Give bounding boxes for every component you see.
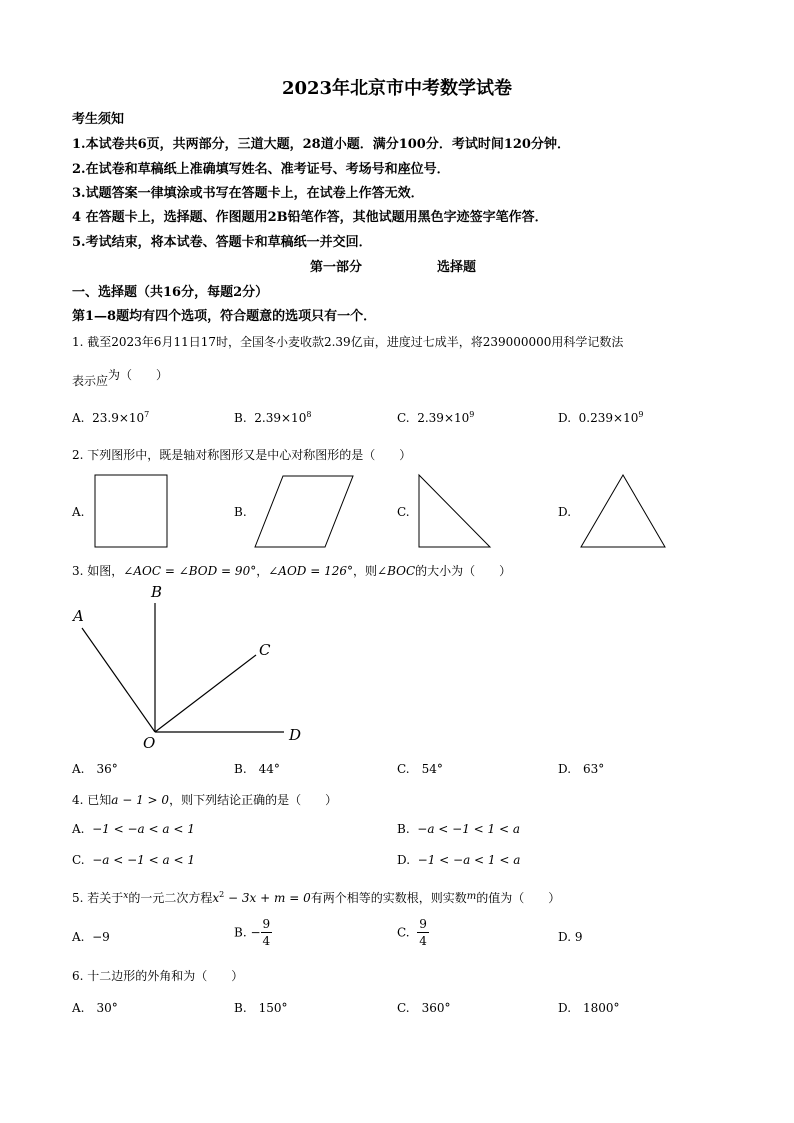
fraction: $\frac{9}{4}$ [419,917,427,948]
q5-stem: 5. 若关于$^x$的一元二次方程$x^2 - 3x + m = 0$有两个相等的实数根，则实数$^m$的值为（ ） [72,890,561,905]
q4-option-c[interactable]: C. −a < −1 < a < 1 [72,853,195,867]
q4-option-a[interactable]: A. −1 < −a < a < 1 [72,822,195,836]
q2-option-d-label[interactable]: D. [558,505,572,519]
q5-option-b[interactable]: B. − $\frac{9}{4}$ [234,917,271,948]
q4-stem: 4. 已知a − 1 > 0，则下列结论正确的是（ ） [72,793,338,807]
q1-stem: 1. 截至2023年6月11日17时，全国冬小麦收款2.39亿亩，进度过七成半，将239000000用科学记数法 [72,335,624,349]
q1-option-b[interactable]: B. $2.39\times 10^8$ [234,410,312,425]
q6-option-a[interactable]: A. 30° [72,1001,118,1015]
q5-option-c[interactable]: C. $\frac{9}{4}$ [397,917,427,948]
q2-option-b-label[interactable]: B. [234,505,247,519]
q1-option-c[interactable]: C. $2.39\times 10^9$ [397,410,475,425]
q2-option-a-label[interactable]: A. [72,505,85,519]
point-d-label: D [289,726,302,744]
part-name: 选择题 [437,260,477,275]
point-a-label: A [73,607,84,625]
q3-option-c[interactable]: C. 54° [397,762,443,776]
q3-option-a[interactable]: A. 36° [72,762,118,776]
q3-stem: 3. 如图，∠AOC = ∠BOD = 90°，∠AOD = 126°，则∠BOC的大小为（ ） [72,564,512,578]
ray-oa [82,628,155,732]
q2-option-c-label[interactable]: C. [397,505,410,519]
ray-oc [155,655,256,732]
q3-option-d[interactable]: D. 63° [558,762,605,776]
point-c-label: C [259,641,271,659]
q5-option-d[interactable]: D. 9 [558,930,583,944]
q2-stem: 2. 下列图形中，既是轴对称图形又是中心对称图形的是（ ） [72,448,412,462]
q6-option-d[interactable]: D. 1800° [558,1001,620,1015]
q5-option-a[interactable]: A. −9 [72,930,110,944]
q1-option-d[interactable]: D. $0.239\times 10^9$ [558,410,644,425]
fraction: $\frac{9}{4}$ [262,917,271,948]
notice-item-1: 1.本试卷共6页，共两部分，三道大题，28道小题．满分100分．考试时间120分钟． [72,137,570,152]
point-o-label: O [143,734,156,752]
section-instruction: 第1—8题均有四个选项，符合题意的选项只有一个． [72,309,377,324]
q1-stem-cont: 表示应为（ ） [72,368,169,388]
q6-stem: 6. 十二边形的外角和为（ ） [72,969,244,983]
part-label: 第一部分 [310,260,363,275]
page-title: 2023年北京市中考数学试卷 [281,78,513,99]
q1-option-a[interactable]: A. $23.9\times 10^7$ [72,410,150,425]
q6-option-c[interactable]: C. 360° [397,1001,451,1015]
notice-item-5: 5.考试结束，将本试卷、答题卡和草稿纸一并交回． [72,235,372,250]
q4-option-d[interactable]: D. −1 < −a < 1 < a [397,853,521,867]
section-heading: 一、选择题（共16分，每题2分） [72,285,269,300]
notice-item-2: 2.在试卷和草稿纸上准确填写姓名、准考证号、考场号和座位号． [72,162,450,177]
notice-heading: 考生须知 [72,112,125,127]
q3-option-b[interactable]: B. 44° [234,762,280,776]
q4-option-b[interactable]: B. −a < −1 < 1 < a [397,822,521,836]
point-b-label: B [151,583,163,601]
notice-item-4: 4 在答题卡上，选择题、作图题用2B铅笔作答，其他试题用黑色字迹签字笔作答． [72,210,548,225]
q6-option-b[interactable]: B. 150° [234,1001,288,1015]
notice-item-3: 3.试题答案一律填涂或书写在答题卡上，在试卷上作答无效． [72,186,424,201]
